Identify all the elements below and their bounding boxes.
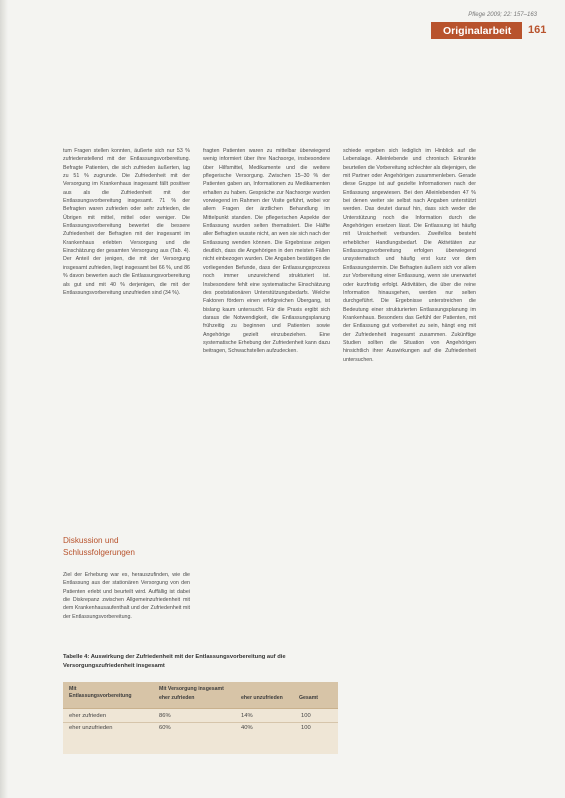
header-group-label: Mit Versorgung insgesamt [159,686,224,692]
journal-citation: Pflege 2009; 22: 157–163 [468,12,537,18]
row-1-total: 100 [301,713,311,719]
page-number: 161 [528,24,547,36]
row-1-label: eher zufrieden [69,713,107,719]
header-col-a: eher zufrieden [159,695,195,701]
text-column-3 [343,147,476,364]
header-col-b: eher unzufrieden [241,695,283,701]
page-gutter-shadow [0,0,8,798]
section-label: Originalarbeit [443,25,512,37]
row-2-col-b: 40% [241,725,253,731]
text-column-1 [63,147,190,297]
paragraph-column-2: fragten Patienten waren zu mittelbar überwiegend wenig informiert über ihre Nachsorge, insbesondere über Hilfsmittel, Medikamente und die weitere pflegerische Versorgung. Zwischen 15–30 % der Patienten gaben an, Informationen zu Medikamenten erhalten zu haben. Gespräche zur Nachsorge wurden vorwiegend im Rahmen der Visite geführt, wobei vor allem Fragen der ärztlichen Behandlung im Mittelpunkt standen. Die pflegerischen Aspekte der Entlassung wurden selten thematisiert. Die Hälfte aller Befragten wusste nicht, an wen sie sich nach der Entlassung wenden können. Die Ergebnisse zeigen deutlich, dass die Angehörigen in den meisten Fällen nicht einbezogen wurden. Die Angaben bestätigen die vorliegenden Befunde, dass der Entlassungsprozess noch immer unzureichend strukturiert ist. Insbesondere fehlt eine systematische Einschätzung des poststationären Unterstützungsbedarfs. Welche Faktoren fördern einen erfolgreichen Übergang, ist bislang kaum untersucht. Für die Praxis ergibt sich daraus die Notwendigkeit, die Entlassungsplanung frühzeitig zu beginnen und Patienten sowie Angehörige gezielt einzubeziehen. Eine systematische Erhebung der Zufriedenheit kann dazu beitragen, Schwachstellen aufzudecken. [203,148,330,355]
data-table [63,682,338,754]
row-1-col-b: 14% [241,713,253,719]
text-column-2 [203,147,330,356]
row-divider [63,722,338,723]
row-1-col-a: 86% [159,713,171,719]
header-row-label: Mit Entlassungsvorbereitung [69,686,132,699]
header-col-total: Gesamt [299,695,319,701]
row-2-total: 100 [301,725,311,731]
section-heading: Diskussion und Schlussfolgerungen [63,536,135,557]
text-column-1-lower [63,571,190,621]
paragraph-discussion: Ziel der Erhebung war es, herauszufinden, wie die Entlassung aus der stationären Versorgung von den Patienten erlebt und beurteilt wird. Auffällig ist dabei die Diskrepanz zwischen Allgemeinzufriedenheit mit dem Krankenhausaufenthalt und der Zufriedenheit mit der Entlassungsvorbereitung. [63,572,190,620]
row-2-label: eher unzufrieden [69,725,113,731]
paragraph-results: tum Fragen stellen konnten, äußerte sich nur 53 % zufriedenstellend mit der Entlassungsvorbereitung. Befragte Patienten, die sich zufrieden äußerten, lag zu 51 % zugrunde. Die Zufriedenheit mit der Versorgung im Krankenhaus insgesamt fällt positiver aus als die Zufriedenheit mit der Entlassungsvorbereitung insgesamt. 71 % der Befragten waren zufrieden oder sehr zufrieden, die Übrigen mit mittel, mittel oder weniger. Die Entlassungsvorbereitung bewertet die bessere Zufriedenheit der Befragten mit der insgesamt im Krankenhaus erlebten Versorgung und die Einschätzung der gesamten Versorgung aus (Tab. 4). Der Anteil der jenigen, die mit der Versorgung insgesamt zufrieden, liegt insgesamt bei 66 %, und 86 % davon bewerten auch die Entlassungsvorbereitung als gut und mit 40 % derjenigen, die mit der Entlassungsvorbereitung unzufrieden sind (34 %). [63,148,190,296]
table-caption: Tabelle 4: Auswirkung der Zufriedenheit mit der Entlassungsvorbereitung auf die Versorgungszufriedenheit insgesamt [63,654,286,669]
row-2-col-a: 60% [159,725,171,731]
paragraph-column-3: schiede ergeben sich lediglich im Hinblick auf die Lebenslage. Alleinlebende und chronisch Erkrankte beurteilen die Vorbereitung schlechter als diejenigen, die mit Partner oder Angehörigen zusammenleben. Gerade diese Gruppe ist auf gezielte Informationen nach der Entlassung angewiesen. Bei den Alleinlebenden 47 % bei denen weiter sie selbst nach Angaben unterstützt werden. Das deutet darauf hin, dass sich weder die Unterstützung noch die Information durch die Angehörigen ersetzen lässt. Die Entlassung ist häufig mit Unsicherheit verbunden. Zweifellos besteht erheblicher Handlungsbedarf. Die Aktivitäten zur Entlassungsvorbereitung erfolgen überwiegend unsystematisch und häufig erst kurz vor dem Entlassungstermin. Die Befragten äußern sich vor allem zur Vorbereitung einer Entlassung, wenn sie unerwartet oder kurzfristig erfolgt. Aktivitäten, die über die reine Information hinausgehen, werden nur selten durchgeführt. Die Ergebnisse unterstreichen die Bedeutung einer strukturierten Entlassungsplanung im Krankenhaus. Besonders das Gefühl der Patienten, mit der Entlassung gut vorbereitet zu sein, hängt eng mit der Zufriedenheit insgesamt zusammen. Zukünftige Studien sollten die Situation von Angehörigen hinsichtlich ihrer Auswirkungen auf die Zufriedenheit untersuchen. [343,148,476,363]
